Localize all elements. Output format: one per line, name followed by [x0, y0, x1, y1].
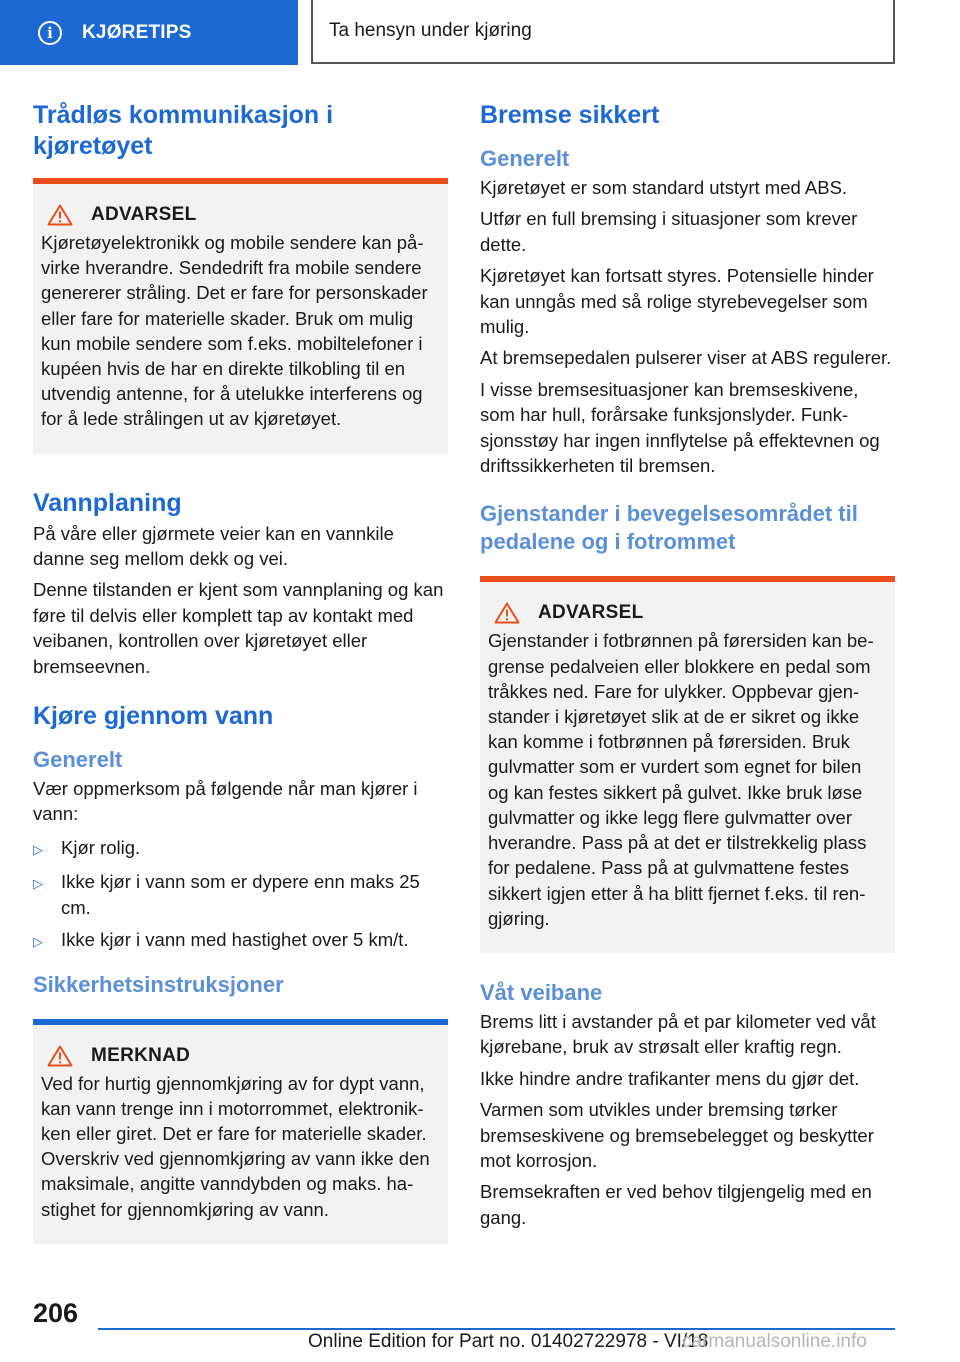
- subheading-general: Generelt: [480, 146, 570, 171]
- list-item-text: Ikke kjør i vann med hastighet over 5 km/t.: [61, 929, 409, 951]
- left-column: [33, 100, 448, 1244]
- footer-edition: Online Edition for Part no. 01402722978 - VI/18: [308, 1331, 709, 1352]
- paragraph: Varmen som utvikles under bremsing tørker bremseskivene og bremsebelegget og beskytter mot korrosjon.: [480, 1099, 874, 1171]
- info-icon: i: [38, 21, 62, 45]
- paragraph: Kjøretøyet kan fortsatt styres. Potensielle hinder kan unngås med så rolige styrebevegelser som mulig.: [480, 265, 874, 338]
- paragraph: Kjøretøyet er som standard utstyrt med ABS.: [480, 177, 848, 198]
- footer-watermark: carmanualsonline.info: [682, 1331, 867, 1352]
- paragraph: Vær oppmerksom på følgende når man kjører i vann:: [33, 778, 418, 825]
- heading-wet-road: Våt veibane: [480, 979, 603, 1005]
- triangle-bullet-icon: ▷: [33, 934, 43, 950]
- header-section-title: Ta hensyn under kjøring: [311, 0, 895, 64]
- header-tab-label: KJØRETIPS: [82, 21, 192, 43]
- subheading-safety-instructions: Sikkerhetsinstruksjoner: [33, 971, 284, 997]
- paragraph: Denne tilstanden er kjent som vannplaning og kan føre til delvis eller komplett tap av kontakt med veibanen, kontrollen over kjøretøyet eller bremseevnen.: [33, 579, 444, 677]
- warning-text: Kjøretøyelektronikk og mobile sendere kan påvirke hverandre. Sendedrift fra mobile sendere genererer stråling. Det er fare for personskader eller fare for materielle skader. Bruk om mulig kun mobile sendere som f.eks. mobiltelefoner i kupéen hvis de har en direkte tilkobling til en utvendig antenne, for å utelukke interferens og for å lede strålingen ut av kjøretøyet.: [41, 232, 428, 430]
- triangle-bullet-icon: ▷: [33, 876, 43, 892]
- warning-triangle-icon: [494, 602, 520, 624]
- warning-triangle-icon: [47, 204, 73, 226]
- list-item: [33, 835, 448, 862]
- bullet-list: [33, 835, 448, 955]
- page-number: 206: [33, 1298, 79, 1328]
- warning-text: Gjenstander i fotbrønnen på førersiden kan begrense pedalveien eller blokkere en pedal som tråkkes ned. Fare for ulykker. Oppbevar gjenstander i kjøretøyet slik at de er sikret og ikke kan komme i fotbrønnen på førersiden. Bruk gulvmatter som er vurdert som egnet for bilen og kan festes sikkert på gulvet. Ikke bruk løse gulvmatter og ikke legg flere gulvmatter over hverandre. Pass på at det er tilstrekkelig plass for pedalene. Pass på at gulvmattene festes sikkert igjen etter å ha blitt fjernet f.eks. til rengjøring.: [488, 630, 874, 929]
- heading-aquaplaning: Vannplaning: [33, 488, 182, 517]
- paragraph: Bremsekraften er ved behov tilgjengelig med en gang.: [480, 1181, 872, 1228]
- paragraph: På våre eller gjørmete veier kan en vannkile danne seg mellom dekk og vei.: [33, 522, 394, 570]
- heading-wireless: Trådløs kommunikasjon i kjøretøyet: [33, 101, 334, 160]
- list-item: [33, 869, 448, 920]
- footer-divider: [98, 1328, 895, 1330]
- warning-title: ADVARSEL: [538, 602, 644, 624]
- header-tab: [0, 0, 298, 65]
- heading-pedal-objects: Gjenstander i bevegelsesområdet til pedalene og i fotrommet: [480, 501, 858, 555]
- paragraph: I visse bremsesituasjoner kan bremseskivene, som har hull, forårsake funksjonslyder. Funksjonsstøy har ingen innflytelse på effektevnen og driftssikkerheten til bremsen.: [480, 378, 880, 477]
- warning-box-wireless: [33, 178, 448, 454]
- heading-safe-braking: Bremse sikkert: [480, 101, 660, 129]
- paragraph: Ikke hindre andre trafikanter mens du gjør det.: [480, 1067, 860, 1089]
- list-item-text: Ikke kjør i vann som er dypere enn maks 25 cm.: [61, 871, 420, 918]
- notice-title: MERKNAD: [91, 1044, 191, 1066]
- subheading-general: Generelt: [33, 747, 123, 773]
- paragraph: At bremsepedalen pulserer viser at ABS regulerer.: [480, 347, 892, 369]
- paragraph: Utfør en full bremsing i situasjoner som krever dette.: [480, 208, 858, 255]
- notice-box-water: [33, 1019, 448, 1244]
- warning-box-pedals: [480, 576, 895, 952]
- notice-text: Ved for hurtig gjennomkjøring av for dypt vann, kan vann trenge inn i motorrommet, elektronikken eller giret. Det er fare for materielle skader. Overskriv ved gjennomkjøring av vann ikke den maksimale, angitte vanndybden og maks. hastighet for gjennomkjøring av vann.: [41, 1072, 430, 1220]
- heading-driving-through-water: Kjøre gjennom vann: [33, 702, 274, 731]
- warning-title: ADVARSEL: [91, 204, 197, 225]
- triangle-bullet-icon: ▷: [33, 841, 43, 857]
- list-item: [33, 927, 448, 954]
- list-item-text: Kjør rolig.: [61, 836, 141, 858]
- right-column: [480, 100, 895, 1236]
- paragraph: Brems litt i avstander på et par kilometer ved våt kjørebane, bruk av strøsalt eller kraftig regn.: [480, 1010, 876, 1058]
- warning-triangle-icon: [47, 1045, 73, 1067]
